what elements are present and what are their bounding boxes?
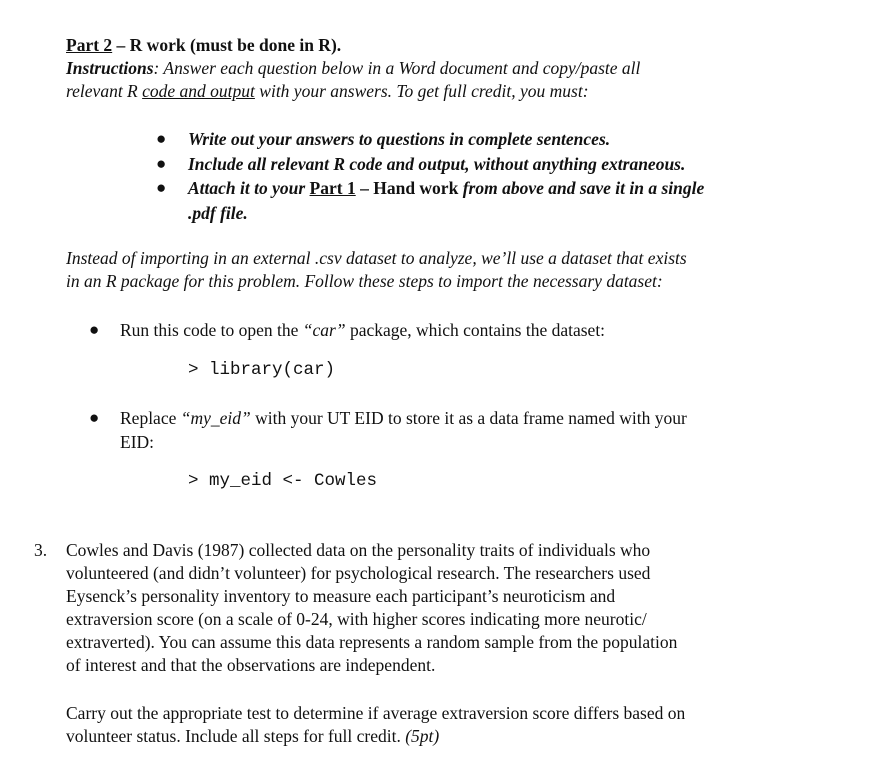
bullet-icon: ● bbox=[156, 129, 167, 148]
question-line: Cowles and Davis (1987) collected data on the personality traits of individuals who bbox=[66, 540, 651, 560]
step-2 bbox=[120, 406, 687, 430]
step-1-text-a: Run this code to open the bbox=[120, 320, 303, 340]
part-title-rest: – R work (must be done in R). bbox=[112, 35, 342, 55]
part-heading bbox=[66, 33, 341, 57]
bullet-icon: ● bbox=[156, 178, 167, 197]
requirement-3 bbox=[188, 176, 704, 200]
req3-part1: Part 1 bbox=[309, 178, 356, 198]
req3-text-b: – Hand work bbox=[355, 178, 463, 198]
intro-line-1: Instead of importing in an external .csv dataset to analyze, we’ll use a dataset that exists bbox=[66, 248, 687, 268]
req3-text-c: from above and save it in a single bbox=[462, 178, 705, 198]
points-label: (5pt) bbox=[405, 726, 440, 746]
question-line: extraversion score (on a scale of 0-24, with higher scores indicating more neurotic/ bbox=[66, 609, 647, 629]
requirement-2: Include all relevant R code and output, without anything extraneous. bbox=[188, 154, 686, 174]
req3-text-a: Attach it to your bbox=[188, 178, 310, 198]
part-title: Part 2 bbox=[66, 35, 113, 55]
step-1 bbox=[120, 318, 605, 342]
step-1-text-b: package, which contains the dataset: bbox=[345, 320, 606, 340]
instructions-line-2 bbox=[66, 79, 589, 103]
instructions-label: Instructions bbox=[66, 58, 154, 78]
code-library-car: > library(car) bbox=[188, 360, 336, 380]
task-text: volunteer status. Include all steps for full credit. bbox=[66, 726, 406, 746]
code-my-eid: > my_eid <- Cowles bbox=[188, 471, 378, 491]
step-2-eid: “my_eid” bbox=[180, 408, 251, 428]
task-line-1: Carry out the appropriate test to determine if average extraversion score differs based on bbox=[66, 703, 686, 723]
intro-line-2: in an R package for this problem. Follow these steps to import the necessary dataset: bbox=[66, 271, 663, 291]
step-1-package: “car” bbox=[302, 320, 346, 340]
question-line: Eysenck’s personality inventory to measure each participant’s neuroticism and bbox=[66, 586, 616, 606]
instructions-text-2b: with your answers. To get full credit, you must: bbox=[254, 81, 589, 101]
instructions-text-1: : Answer each question below in a Word document and copy/paste all bbox=[153, 58, 641, 78]
requirement-1: Write out your answers to questions in complete sentences. bbox=[188, 129, 611, 149]
step-2-cont: EID: bbox=[120, 432, 155, 452]
step-2-text-a: Replace bbox=[120, 408, 181, 428]
question-line: extraverted). You can assume this data represents a random sample from the population bbox=[66, 632, 678, 652]
bullet-icon: ● bbox=[156, 154, 167, 173]
bullet-icon: ● bbox=[89, 320, 100, 339]
task-line-2 bbox=[66, 724, 439, 748]
question-line: of interest and that the observations are independent. bbox=[66, 655, 436, 675]
instructions-text-2a: relevant R bbox=[66, 81, 143, 101]
bullet-icon: ● bbox=[89, 408, 100, 427]
question-number: 3. bbox=[34, 540, 48, 560]
requirement-3-cont: .pdf file. bbox=[188, 203, 248, 223]
instructions-line-1 bbox=[66, 56, 640, 80]
question-line: volunteered (and didn’t volunteer) for psychological research. The researchers used bbox=[66, 563, 651, 583]
step-2-text-b: with your UT EID to store it as a data frame named with your bbox=[250, 408, 687, 428]
instructions-text-2u: code and output bbox=[142, 81, 255, 101]
